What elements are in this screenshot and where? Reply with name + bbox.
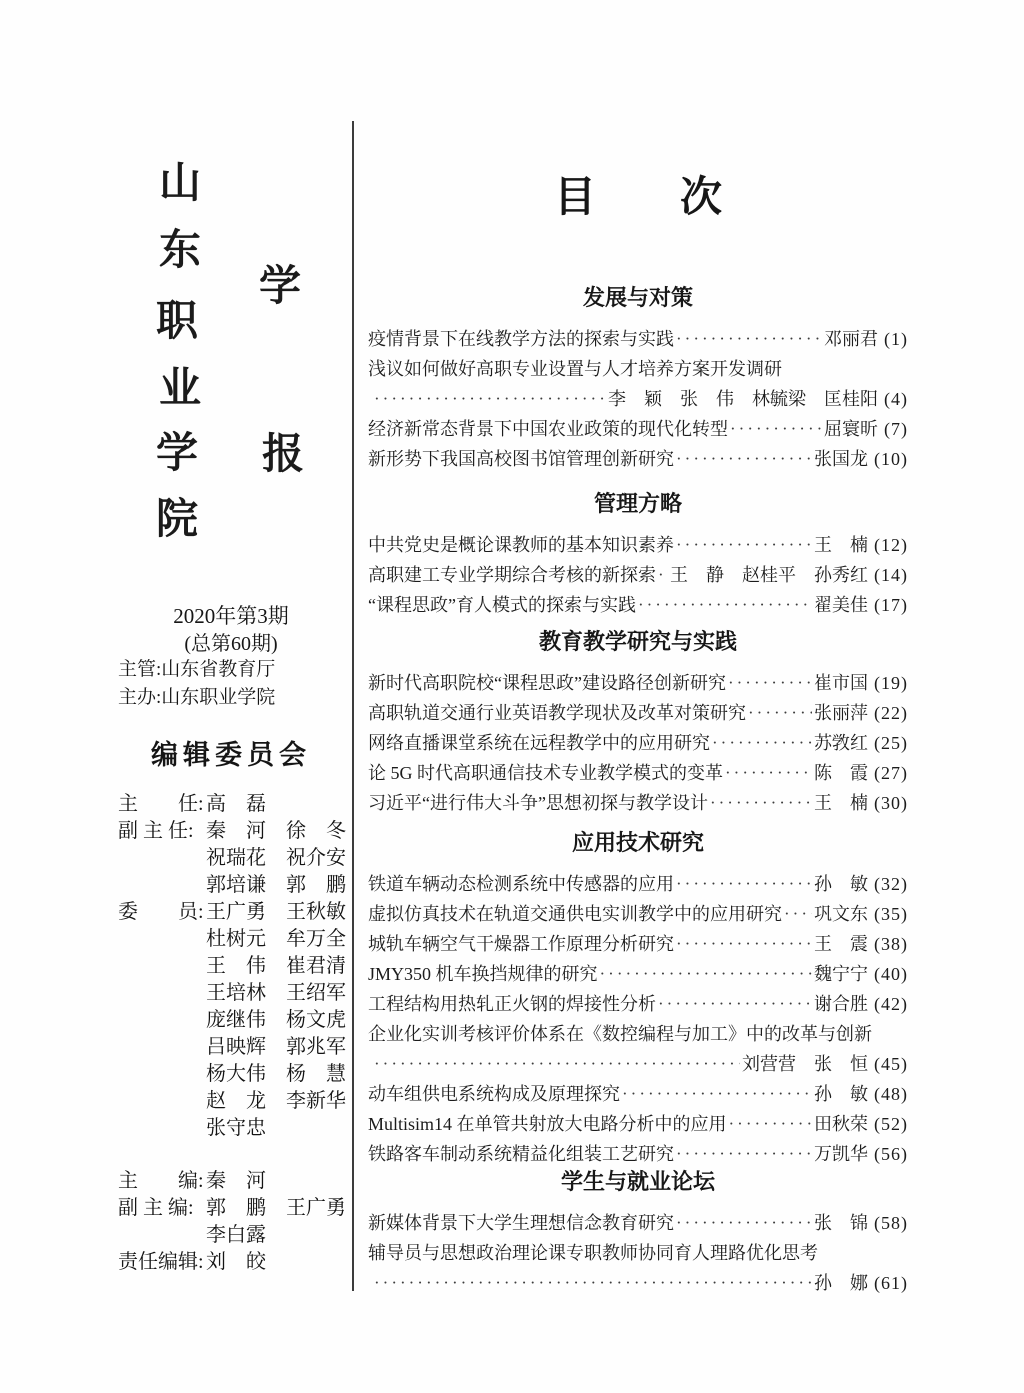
- toc-entry: [368, 1139, 908, 1169]
- entry-authors: 刘营营 张 恒: [742, 1054, 868, 1074]
- entry-page: (25): [874, 733, 908, 753]
- entry-title: 经济新常态背景下中国农业政策的现代化转型: [368, 419, 728, 439]
- dot-leader: [600, 959, 812, 989]
- board-role-label: 责任编辑:: [118, 1251, 204, 1273]
- entry-page: (27): [874, 763, 908, 783]
- section-heading: 管理方略: [593, 491, 682, 516]
- board-names: 吕映辉 郭兆军: [206, 1036, 346, 1058]
- issue-info: [115, 602, 347, 658]
- board-row: [118, 1061, 358, 1088]
- board-role-label: [118, 1115, 206, 1142]
- dot-leader: [725, 758, 812, 788]
- board-role-label: [118, 926, 206, 953]
- entry-page: (30): [874, 793, 908, 813]
- entry-authors: 万凯华: [814, 1144, 868, 1164]
- board-row: [118, 1115, 358, 1142]
- board-names: 郭培谦 郭 鹏: [206, 874, 346, 896]
- entry-authors: 张国龙: [814, 449, 868, 469]
- toc-entry: [368, 788, 908, 818]
- toc-entry: [368, 324, 908, 354]
- board-role-label: [118, 1061, 206, 1088]
- entry-authors: 张丽萍: [814, 703, 868, 723]
- dot-leader: [728, 668, 812, 698]
- entry-page: (32): [874, 874, 908, 894]
- board-names: 秦 河 徐 冬: [206, 820, 346, 842]
- dot-leader: [638, 590, 812, 620]
- editorial-board-heading: 编辑委员会: [151, 740, 311, 770]
- board-names: 刘 皎: [206, 1251, 266, 1273]
- entry-title: “课程思政”育人模式的探索与实践: [368, 595, 636, 615]
- board-names: 郭 鹏 王广勇: [206, 1197, 346, 1219]
- toc-section: [368, 492, 908, 620]
- entry-authors: 崔市国: [814, 673, 868, 693]
- toc-entry: [368, 698, 908, 728]
- entry-authors: 孙 娜: [814, 1273, 868, 1293]
- board-names: 王培林 王绍军: [206, 982, 346, 1004]
- column-divider: [352, 121, 354, 1291]
- toc-entry: [368, 989, 908, 1019]
- entry-page: (38): [874, 934, 908, 954]
- masthead-char: 东: [159, 228, 202, 274]
- board-names: 庞继伟 杨文虎: [206, 1009, 346, 1031]
- organizer-info: [118, 656, 358, 712]
- dot-leader: [676, 324, 822, 354]
- entry-title: 高职建工专业学期综合考核的新探索: [368, 565, 656, 585]
- entry-page: (58): [874, 1213, 908, 1233]
- toc-entry: [368, 929, 908, 959]
- entry-authors: 孙 敏: [814, 874, 868, 894]
- toc-entry-continuation: [368, 384, 908, 414]
- dot-leader: [730, 414, 822, 444]
- entry-authors: 巩文东: [814, 904, 868, 924]
- masthead-char: 山: [159, 161, 202, 207]
- board-role-label: [118, 1088, 206, 1115]
- entry-title: 铁路客车制动系统精益化组装工艺研究: [368, 1144, 674, 1164]
- entry-page: (14): [874, 565, 908, 585]
- entry-authors: 魏宁宁: [814, 964, 868, 984]
- toc-entry: [368, 1208, 908, 1238]
- entry-page: (4): [884, 389, 908, 409]
- board-names: 王 伟 崔君清: [206, 955, 346, 977]
- board-role-label: [118, 1007, 206, 1034]
- masthead-char: 学: [156, 431, 199, 477]
- dot-leader: [374, 1268, 812, 1298]
- entry-title: JMY350 机车换挡规律的研究: [368, 964, 598, 984]
- organizer-line: 主办:山东职业学院: [118, 687, 276, 708]
- entry-title: 工程结构用热轧正火钢的焊接性分析: [368, 994, 656, 1014]
- entry-authors: 屈寰昕: [824, 419, 878, 439]
- toc-entry: [368, 1238, 908, 1268]
- toc-section: [368, 630, 908, 818]
- dot-leader: [784, 899, 812, 929]
- board-row: [118, 1034, 358, 1061]
- entry-authors: 王 楠: [814, 535, 868, 555]
- entry-title: Multisim14 在单管共射放大电路分析中的应用: [368, 1114, 727, 1134]
- table-of-contents: [368, 0, 908, 1393]
- board-role-label: 主 任:: [118, 793, 204, 815]
- board-names: 祝瑞花 祝介安: [206, 847, 346, 869]
- entry-page: (42): [874, 994, 908, 1014]
- entry-page: (10): [874, 449, 908, 469]
- dot-leader: [676, 869, 812, 899]
- dot-leader: [374, 1049, 740, 1079]
- board-names: 张守忠: [206, 1117, 266, 1139]
- entry-title: 铁道车辆动态检测系统中传感器的应用: [368, 874, 674, 894]
- toc-entry: [368, 414, 908, 444]
- toc-entry: [368, 354, 908, 384]
- toc-entry: [368, 560, 908, 590]
- board-row: [118, 980, 358, 1007]
- board-row: [118, 926, 358, 953]
- toc-entry: [368, 758, 908, 788]
- entry-title: 新媒体背景下大学生理想信念教育研究: [368, 1213, 674, 1233]
- masthead-char: 职: [156, 299, 199, 345]
- toc-section: [368, 1170, 908, 1298]
- board-row: [118, 1007, 358, 1034]
- entry-page: (12): [874, 535, 908, 555]
- masthead-subtitle-char: 报: [262, 432, 305, 478]
- toc-entry: [368, 1109, 908, 1139]
- entry-page: (35): [874, 904, 908, 924]
- board-row: [118, 1195, 358, 1222]
- toc-section: [368, 286, 908, 474]
- toc-entry: [368, 899, 908, 929]
- section-heading: 发展与对策: [582, 285, 693, 310]
- toc-entry: [368, 590, 908, 620]
- issue-number: (总第60期): [184, 633, 278, 655]
- entry-title: 企业化实训考核评价体系在《数控编程与加工》中的改革与创新: [368, 1024, 872, 1044]
- dot-leader: [710, 788, 812, 818]
- entry-page: (61): [874, 1273, 908, 1293]
- board-role-label: [118, 1222, 206, 1249]
- toc-entry: [368, 668, 908, 698]
- dot-leader: [676, 530, 812, 560]
- entry-page: (56): [874, 1144, 908, 1164]
- dot-leader: [676, 929, 812, 959]
- board-role-label: [118, 845, 206, 872]
- board-names: 杜树元 牟万全: [206, 928, 346, 950]
- board-names: 王广勇 王秋敏: [206, 901, 346, 923]
- toc-entry: [368, 959, 908, 989]
- section-heading: 学生与就业论坛: [560, 1169, 715, 1194]
- entry-title: 动车组供电系统构成及原理探究: [368, 1084, 620, 1104]
- entry-authors: 李 颖 张 伟 林毓梁 匡桂阳: [608, 389, 878, 409]
- board-role-label: [118, 872, 206, 899]
- entry-title: 辅导员与思想政治理论课专职教师协同育人理路优化思考: [368, 1243, 818, 1263]
- entry-title: 高职轨道交通行业英语教学现状及改革对策研究: [368, 703, 746, 723]
- toc-entry: [368, 728, 908, 758]
- dot-leader: [622, 1079, 812, 1109]
- section-heading: 应用技术研究: [571, 830, 704, 855]
- entry-page: (1): [884, 329, 908, 349]
- entry-title: 疫情背景下在线教学方法的探索与实践: [368, 329, 674, 349]
- board-row: [118, 1168, 358, 1195]
- supervisor-line: 主管:山东省教育厅: [118, 659, 276, 680]
- dot-leader: [658, 989, 812, 1019]
- board-row: [118, 845, 358, 872]
- toc-section: [368, 831, 908, 1169]
- toc-entry: [368, 869, 908, 899]
- board-row: [118, 953, 358, 980]
- entry-authors: 张 锦: [814, 1213, 868, 1233]
- toc-entry-continuation: [368, 1268, 908, 1298]
- board-role-label: 主 编:: [118, 1170, 204, 1192]
- masthead-char: 院: [156, 497, 199, 543]
- entry-title: 浅议如何做好高职专业设置与人才培养方案开发调研: [368, 359, 782, 379]
- board-role-label: 副 主 编:: [118, 1197, 194, 1219]
- masthead-char: 业: [159, 366, 202, 412]
- entry-title: 中共党史是概论课教师的基本知识素养: [368, 535, 674, 555]
- entry-authors: 王 震: [814, 934, 868, 954]
- entry-authors: 孙 敏: [814, 1084, 868, 1104]
- entry-page: (19): [874, 673, 908, 693]
- board-row: [118, 899, 358, 926]
- board-names: 杨大伟 杨 慧: [206, 1063, 346, 1085]
- entry-title: 网络直播课堂系统在远程教学中的应用研究: [368, 733, 710, 753]
- board-row: [118, 791, 358, 818]
- entry-title: 新形势下我国高校图书馆管理创新研究: [368, 449, 674, 469]
- dot-leader: [374, 384, 606, 414]
- board-row: [118, 872, 358, 899]
- masthead-subtitle-char: 学: [259, 264, 302, 310]
- entry-authors: 谢合胜: [814, 994, 868, 1014]
- board-names: 李白露: [206, 1224, 266, 1246]
- entry-page: (7): [884, 419, 908, 439]
- entry-authors: 田秋荣: [814, 1114, 868, 1134]
- entry-authors: 陈 霞: [814, 763, 868, 783]
- board-row: [118, 1088, 358, 1115]
- entry-page: (52): [874, 1114, 908, 1134]
- dot-leader: [676, 1208, 812, 1238]
- board-role-label: [118, 980, 206, 1007]
- toc-title: 目 次: [553, 173, 722, 220]
- board-role-label: 委 员:: [118, 901, 204, 923]
- entry-authors: 王 静 赵桂平 孙秀红: [670, 565, 868, 585]
- entry-page: (22): [874, 703, 908, 723]
- dot-leader: [748, 698, 812, 728]
- dot-leader: [676, 1139, 812, 1169]
- board-row: [118, 818, 358, 845]
- entry-authors: 苏敩红: [814, 733, 868, 753]
- board-role-label: 副 主 任:: [118, 820, 194, 842]
- entry-title: 习近平“进行伟大斗争”思想初探与教学设计: [368, 793, 708, 813]
- board-role-label: [118, 1034, 206, 1061]
- board-row: [118, 1249, 358, 1276]
- board-role-label: [118, 953, 206, 980]
- entry-page: (17): [874, 595, 908, 615]
- board-names: 高 磊: [206, 793, 266, 815]
- toc-entry: [368, 444, 908, 474]
- entry-authors: 王 楠: [814, 793, 868, 813]
- entry-title: 论 5G 时代高职通信技术专业教学模式的变革: [368, 763, 723, 783]
- entry-authors: 翟美佳: [814, 595, 868, 615]
- toc-entry: [368, 530, 908, 560]
- entry-page: (45): [874, 1054, 908, 1074]
- board-row: [118, 1222, 358, 1249]
- entry-authors: 邓丽君: [824, 329, 878, 349]
- dot-leader: [712, 728, 812, 758]
- entry-page: (48): [874, 1084, 908, 1104]
- entry-page: (40): [874, 964, 908, 984]
- dot-leader: [658, 560, 668, 590]
- toc-entry: [368, 1079, 908, 1109]
- entry-title: 新时代高职院校“课程思政”建设路径创新研究: [368, 673, 726, 693]
- dot-leader: [676, 444, 812, 474]
- board-names: 秦 河: [206, 1170, 266, 1192]
- toc-entry-continuation: [368, 1049, 908, 1079]
- entry-title: 城轨车辆空气干燥器工作原理分析研究: [368, 934, 674, 954]
- issue-volume: 2020年第3期: [173, 604, 289, 628]
- section-heading: 教育教学研究与实践: [538, 629, 737, 654]
- entry-title: 虚拟仿真技术在轨道交通供电实训教学中的应用研究: [368, 904, 782, 924]
- editorial-board: [118, 791, 358, 1276]
- board-names: 赵 龙 李新华: [206, 1090, 346, 1112]
- toc-entry: [368, 1019, 908, 1049]
- dot-leader: [729, 1109, 812, 1139]
